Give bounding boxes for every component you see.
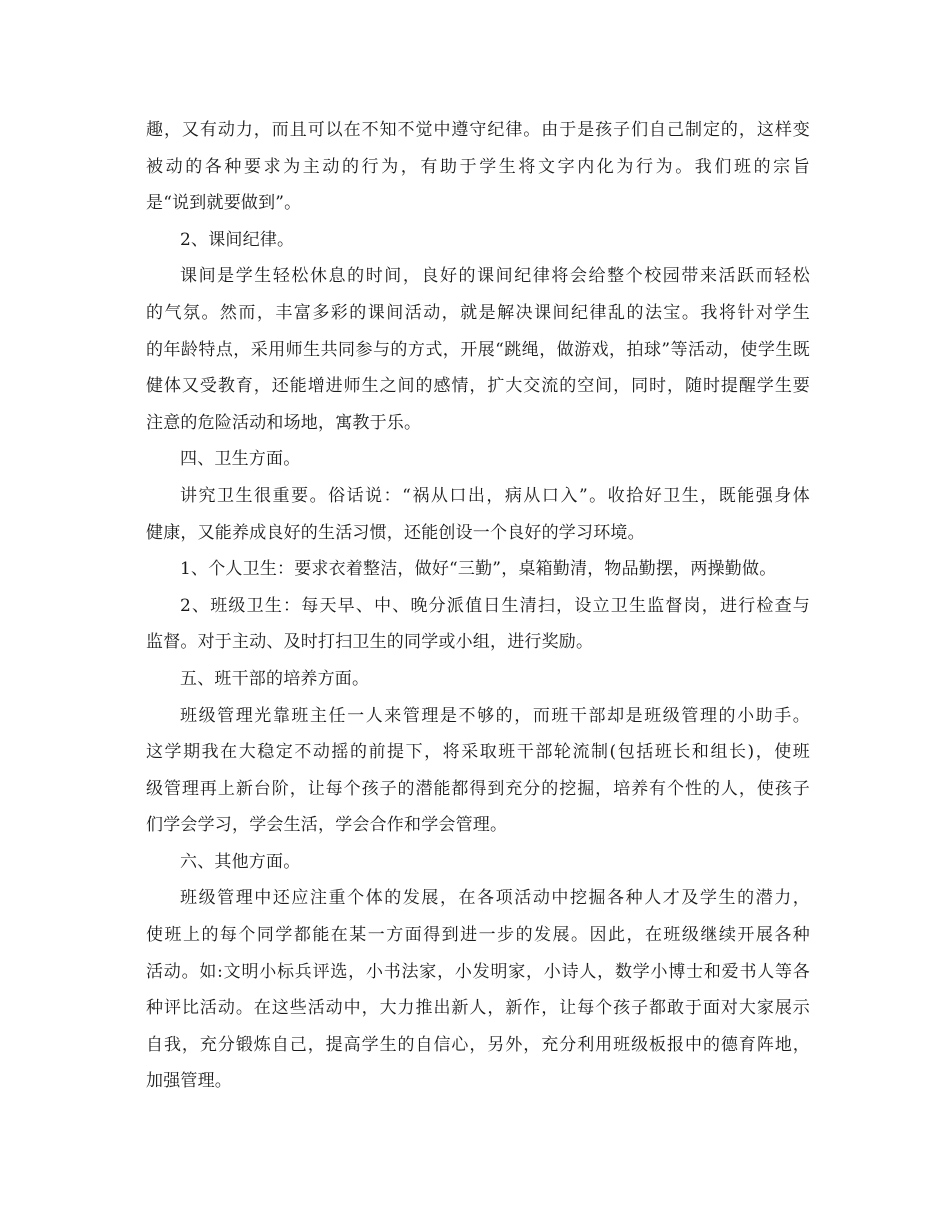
- paragraph-line: 课间是学生轻松休息的时间，良好的课间纪律将会给整个校园带来活跃而轻松: [180, 266, 810, 287]
- paragraph-line: 使班上的每个同学都能在某一方面得到进一步的发展。因此，在班级继续开展各种: [146, 925, 810, 946]
- paragraph-line: 2、班级卫生：每天早、中、晚分派值日生清扫，设立卫生监督岗，进行检查与: [180, 595, 810, 616]
- paragraph-line: 级管理再上新台阶，让每个孩子的潜能都得到充分的挖掘，培养有个性的人，使孩子: [146, 778, 810, 799]
- paragraph-line: 这学期我在大稳定不动摇的前提下，将采取班干部轮流制(包括班长和组长)，使班: [146, 742, 810, 763]
- paragraph-line: 讲究卫生很重要。俗话说：“祸从口出，病从口入”。收拾好卫生，既能强身体: [180, 485, 810, 506]
- section-heading: 六、其他方面。: [180, 851, 301, 872]
- paragraph-line: 加强管理。: [146, 1071, 232, 1092]
- paragraph-line: 的年龄特点，采用师生共同参与的方式，开展“跳绳，做游戏，拍球”等活动，使学生既: [146, 339, 810, 360]
- paragraph-line: 们学会学习，学会生活，学会合作和学会管理。: [146, 815, 508, 836]
- paragraph-line: 健康，又能养成良好的生活习惯，还能创设一个良好的学习环境。: [146, 522, 645, 543]
- paragraph-line: 班级管理光靠班主任一人来管理是不够的，而班干部却是班级管理的小助手。: [180, 705, 810, 726]
- section-heading: 2、课间纪律。: [180, 229, 295, 250]
- paragraph-line: 种评比活动。在这些活动中，大力推出新人，新作，让每个孩子都敢于面对大家展示: [146, 998, 810, 1019]
- paragraph-line: 注意的危险活动和场地，寓教于乐。: [146, 412, 422, 433]
- paragraph-line: 1、个人卫生：要求衣着整洁，做好“三勤”，桌箱勤清，物品勤摆，两操勤做。: [180, 559, 777, 580]
- document-body: [146, 112, 810, 1100]
- paragraph-line: 健体又受教育，还能增进师生之间的感情，扩大交流的空间，同时，随时提醒学生要: [146, 376, 810, 397]
- paragraph-line: 自我，充分锻炼自己，提高学生的自信心，另外，充分利用班级板报中的德育阵地，: [146, 1034, 810, 1055]
- paragraph-line: 的气氛。然而，丰富多彩的课间活动，就是解决课间纪律乱的法宝。我将针对学生: [146, 302, 810, 323]
- paragraph-line: 趣，又有动力，而且可以在不知不觉中遵守纪律。由于是孩子们自己制定的，这样变: [146, 120, 810, 140]
- section-heading: 五、班干部的培养方面。: [180, 668, 370, 689]
- paragraph-line: 被动的各种要求为主动的行为，有助于学生将文字内化为行为。我们班的宗旨: [146, 156, 810, 177]
- paragraph-line: 活动。如:文明小标兵评选，小书法家，小发明家，小诗人，数学小博士和爱书人等各: [146, 961, 810, 982]
- paragraph-line: 是“说到就要做到”。: [146, 193, 302, 214]
- paragraph-line: 监督。对于主动、及时打扫卫生的同学或小组，进行奖励。: [146, 632, 594, 653]
- section-heading: 四、卫生方面。: [180, 449, 301, 470]
- paragraph-line: 班级管理中还应注重个体的发展，在各项活动中挖掘各种人才及学生的潜力，: [180, 888, 810, 909]
